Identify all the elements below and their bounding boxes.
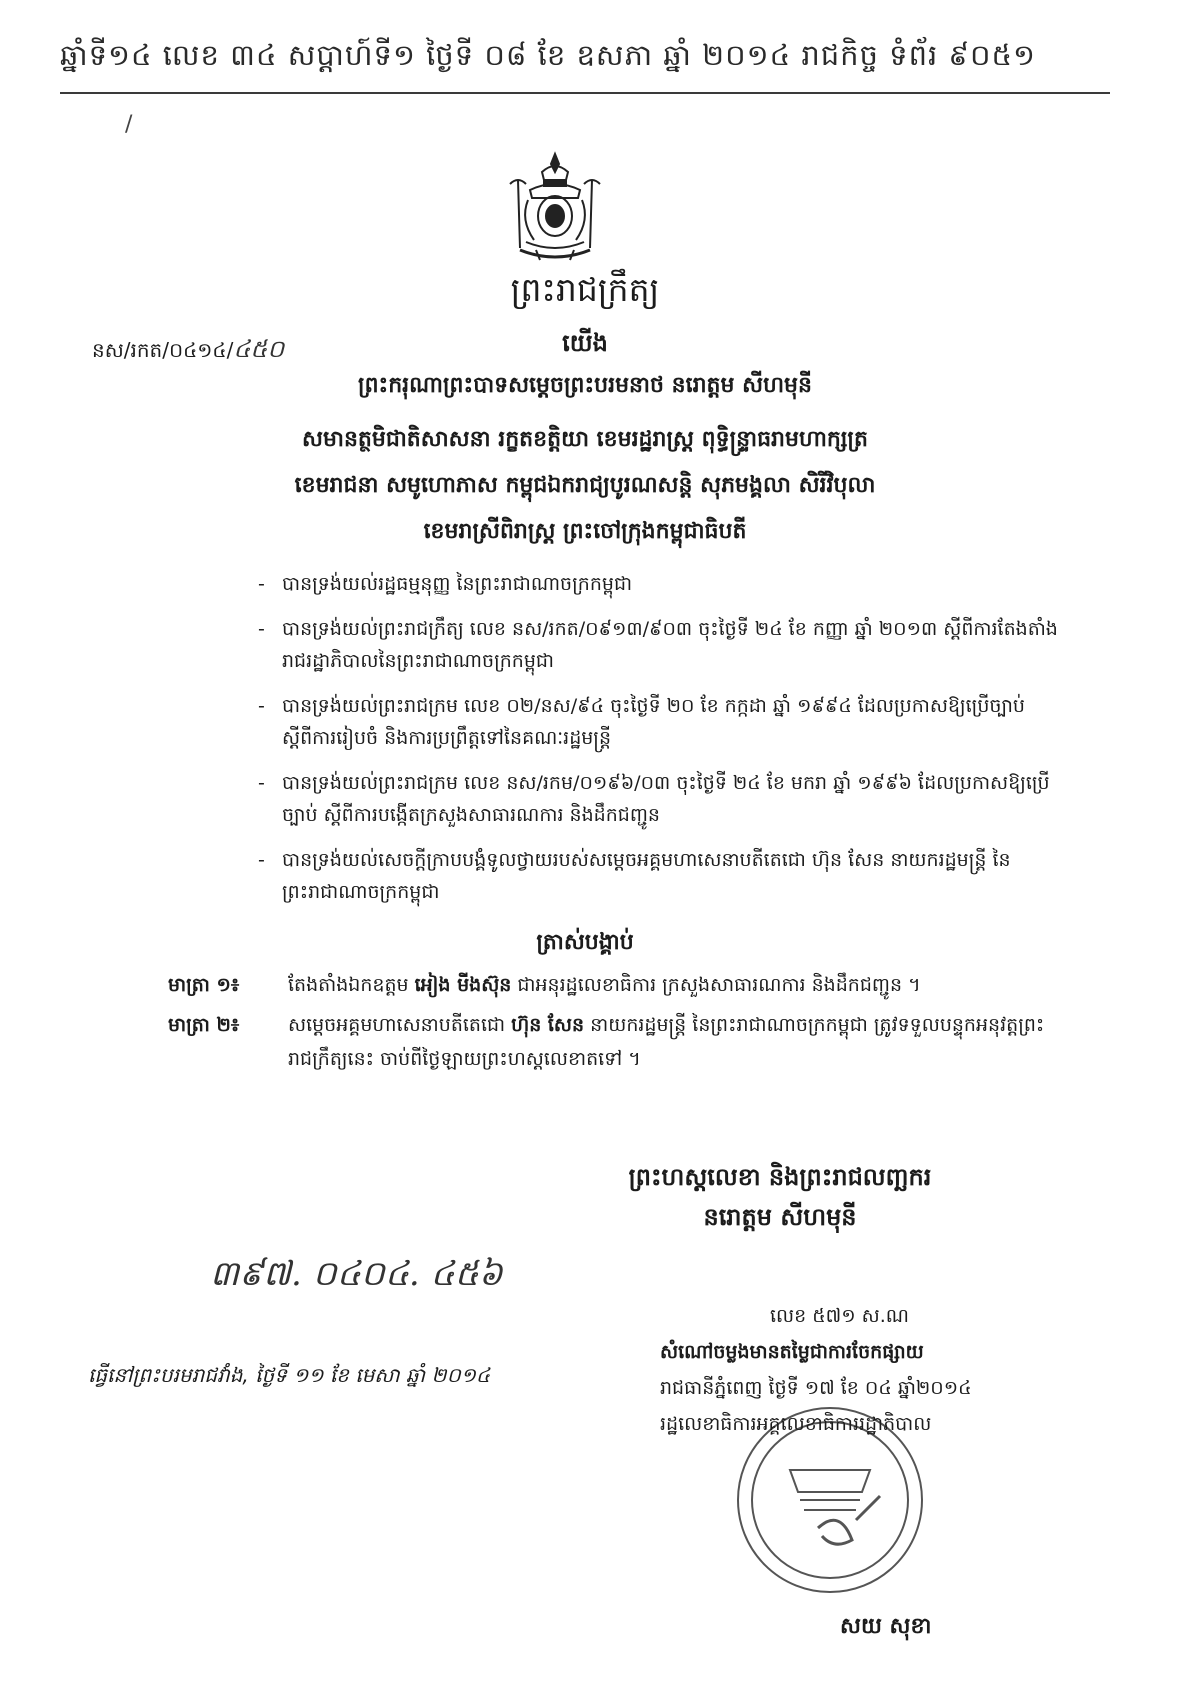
- header-rule: [60, 92, 1110, 94]
- visa-item: - បានទ្រង់យល់ព្រះរាជក្រម លេខ នស/រកម/០១៩៦/០៣ ចុះថ្ងៃទី ២៤ ខែ មករា ឆ្នាំ ១៩៩៦ ដែលប្រកាសឱ្យប្រើច្បាប់ ស្តីពីការបង្កើតក្រសួងសាធារណការ និងដឹកជញ្ជូន: [258, 772, 1050, 826]
- article-label: មាត្រា ២៖: [168, 1014, 240, 1036]
- certification-block: [660, 1298, 1080, 1442]
- king-title-line: ព្រះករុណាព្រះបាទសម្តេចព្រះបរមនាថ នរោត្តម សីហមុនី: [358, 373, 812, 398]
- reference-number-handwritten: ៤៥០: [233, 335, 285, 363]
- signature-title: ព្រះហស្តលេខា និងព្រះរាជលញ្ឆករ: [628, 1163, 932, 1191]
- article-text: តែងតាំងឯកឧត្តម អៀង មីងស៊ុន ជាអនុរដ្ឋលេខាធិការ ក្រសួងសាធារណការ និងដឹកជញ្ជូន ។: [288, 974, 921, 996]
- gazette-header: ឆ្នាំទី១៤ លេខ ៣៤ សប្តាហ៍ទី១ ថ្ងៃទី ០៨ ខែ ឧសភា ឆ្នាំ ២០១៤ រាជកិច្ច ទំព័រ ៩០៥១: [60, 38, 1036, 72]
- visa-item: - បានទ្រង់យល់ព្រះរាជក្រម លេខ ០២/នស/៩៤ ចុះថ្ងៃទី ២០ ខែ កក្កដា ឆ្នាំ ១៩៩៤ ដែលប្រកាសឱ្យប្រើច្បាប់ ស្តីពីការរៀបចំ និងការប្រព្រឹត្តទៅនៃគណៈរដ្ឋមន្ត្រី: [258, 695, 1025, 749]
- article-text: សម្តេចអគ្គមហាសេនាបតីតេជោ ហ៊ុន សែន នាយករដ្ឋមន្ត្រី នៃព្រះរាជាណាចក្រកម្ពុជា ត្រូវទទួលបន្ទុកអនុវត្តព្រះរាជក្រឹត្យនេះ ចាប់ពីថ្ងៃឡាយព្រះហស្តលេខាតទៅ ។: [288, 1014, 1045, 1070]
- place-and-date: ធ្វើនៅព្រះបរមរាជវាំង, ថ្ងៃទី ១១ ខែ មេសា ឆ្នាំ ២០១៤: [88, 1363, 491, 1387]
- visa-item: - បានទ្រង់យល់រដ្ឋធម្មនុញ្ញ នៃព្រះរាជាណាចក្រកម្ពុជា: [258, 573, 633, 595]
- visa-item: - បានទ្រង់យល់ព្រះរាជក្រឹត្យ លេខ នស/រកត/០៩១៣/៩០៣ ចុះថ្ងៃទី ២៤ ខែ កញ្ញា ឆ្នាំ ២០១៣ ស្តីពីការតែងតាំងរាជរដ្ឋាភិបាលនៃព្រះរាជាណាចក្រកម្ពុជា: [258, 618, 1058, 672]
- we-heading: យើង: [562, 329, 608, 357]
- decree-heading: ត្រាស់បង្គាប់: [536, 930, 634, 955]
- certification-office: រដ្ឋលេខាធិការអគ្គលេខាធិការរដ្ឋាភិបាល: [660, 1413, 932, 1435]
- king-title-line: ខេមរាជនា សមូហោភាស កម្ពុជឯករាជ្យបូរណសន្តិ សុភមង្គលា សិរីវិបុលា: [294, 473, 876, 498]
- handwritten-reference: ៣៩៧. ០៤០៤. ៤៥៦: [210, 1254, 503, 1294]
- royal-emblem-icon: [500, 150, 610, 268]
- certification-number: លេខ ៥៧១ ស.ណ: [770, 1305, 910, 1327]
- certification-note: សំណៅចម្លងមានតម្លៃជាការចែកផ្សាយ: [660, 1341, 924, 1363]
- visa-item: - បានទ្រង់យល់សេចក្តីក្រាបបង្គំទូលថ្វាយរបស់សម្តេចអគ្គមហាសេនាបតីតេជោ ហ៊ុន សែន នាយករដ្ឋមន្ត្រី នៃព្រះរាជាណាចក្រកម្ពុជា: [258, 849, 1011, 903]
- margin-mark: /: [125, 112, 133, 137]
- article-1: [168, 968, 1068, 1002]
- reference-number-printed: នស/រកត/០៤១៤/: [92, 338, 234, 362]
- article-label: មាត្រា ១៖: [168, 974, 240, 996]
- signature-name: នរោត្តម សីហមុនី: [703, 1203, 857, 1231]
- visa-list: [258, 568, 1058, 921]
- certification-date: រាជធានីភ្នំពេញ ថ្ងៃទី ១៧ ខែ ០៤ ឆ្នាំ២០១៤: [660, 1377, 972, 1399]
- king-title-line: សមានត្ថមិជាតិសាសនា រក្ខតខត្តិយា ខេមរដ្ឋរាស្ត្រ ពុទ្ធិន្ទ្រាធរាមហាក្សត្រ: [302, 427, 868, 452]
- document-title: ព្រះរាជក្រឹត្យ: [510, 270, 660, 309]
- article-2: [168, 1008, 1068, 1076]
- certifier-name: សយ សុខា: [840, 1614, 932, 1639]
- king-title-line: ខេមរាស្រីពិរាស្ត្រ ព្រះចៅក្រុងកម្ពុជាធិបតី: [423, 519, 747, 544]
